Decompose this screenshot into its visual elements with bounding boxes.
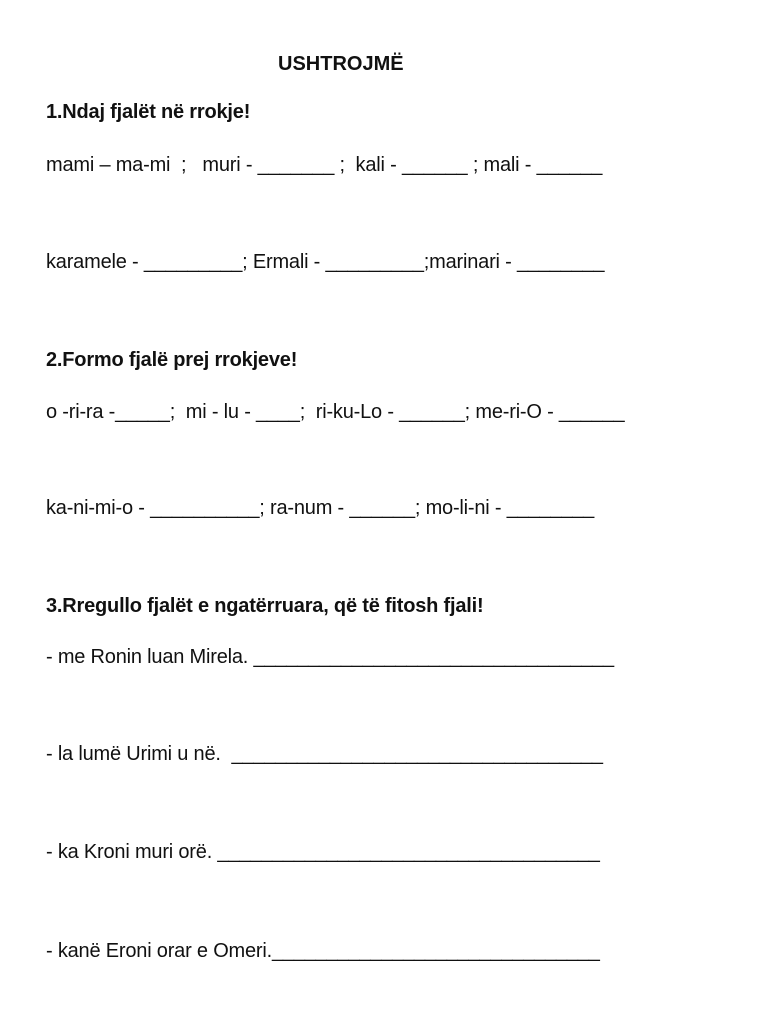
worksheet-title: USHTROJMË	[278, 53, 404, 75]
exercise-1-line-1: mami – ma-mi ; muri - _______ ; kali - ______ ; mali - ______	[46, 154, 603, 176]
exercise-1-heading: 1.Ndaj fjalët në rrokje!	[46, 101, 251, 123]
exercise-3-item-1: - me Ronin luan Mirela. _________________________________	[46, 646, 614, 668]
exercise-2-heading: 2.Formo fjalë prej rrokjeve!	[46, 349, 298, 371]
exercise-2-line-2: ka-ni-mi-o - __________; ra-num - ______; mo-li-ni - ________	[46, 497, 595, 519]
exercise-3-item-4: - kanë Eroni orar e Omeri.______________________________	[46, 940, 600, 962]
exercise-3-heading: 3.Rregullo fjalët e ngatërruara, që të fitosh fjali!	[46, 595, 484, 617]
exercise-3-item-2: - la lumë Urimi u në. __________________________________	[46, 743, 603, 765]
exercise-3-item-3: - ka Kroni muri orë. ___________________________________	[46, 841, 600, 863]
exercise-2-line-1: o -ri-ra -_____; mi - lu - ____; ri-ku-Lo - ______; me-ri-O - ______	[46, 401, 625, 423]
exercise-1-line-2: karamele - _________; Ermali - _________;marinari - ________	[46, 251, 605, 273]
